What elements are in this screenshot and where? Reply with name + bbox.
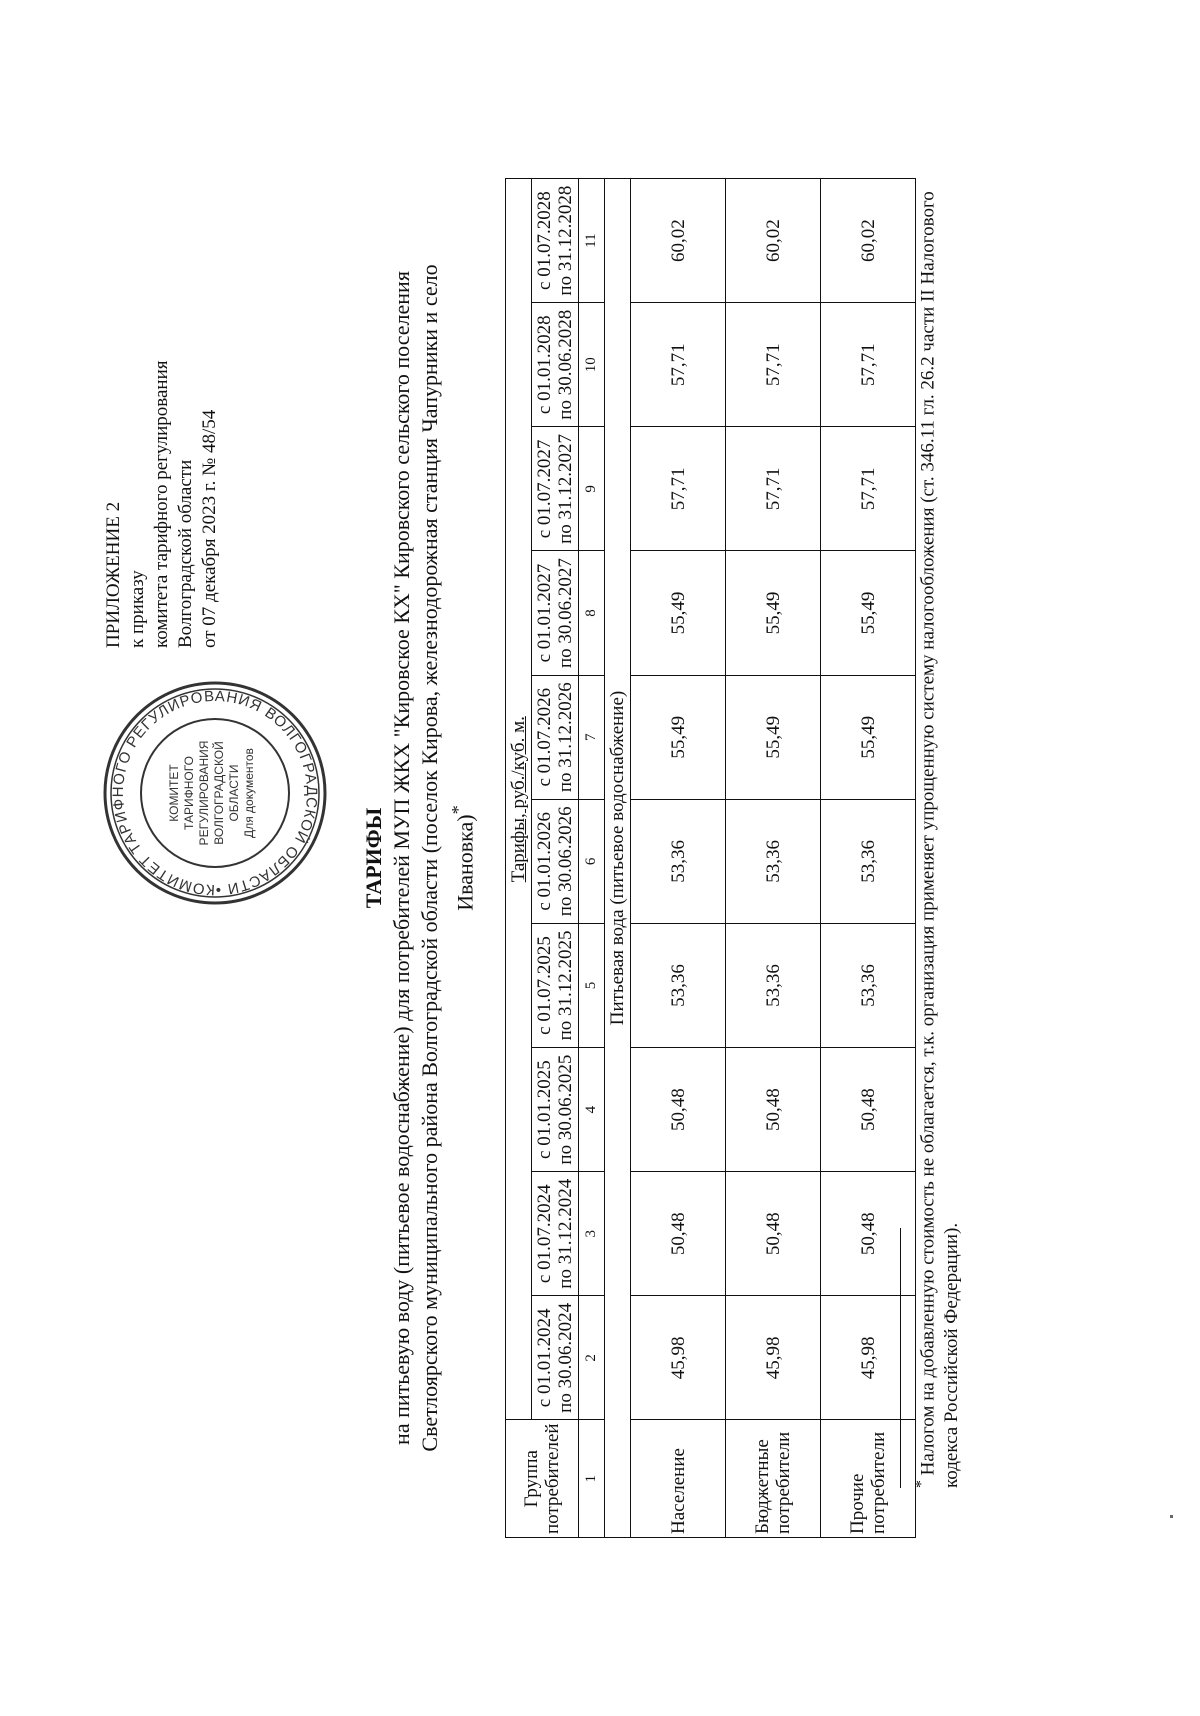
- tariff-value: 57,71: [726, 427, 821, 551]
- period-to: по 30.06.2028: [555, 309, 576, 420]
- period-to: по 30.06.2026: [555, 806, 576, 917]
- header-period: [532, 1296, 579, 1420]
- appendix-line-2: комитета тарифного регулирования: [151, 360, 172, 648]
- tariff-value: 53,36: [631, 799, 726, 923]
- period-to: по 31.12.2026: [555, 682, 576, 793]
- tariff-value: 60,02: [631, 179, 726, 303]
- tariff-value: 55,49: [631, 551, 726, 675]
- header-period: [532, 799, 579, 923]
- header-period: [532, 427, 579, 551]
- column-number: 9: [579, 427, 605, 551]
- tariff-value: 53,36: [821, 923, 916, 1047]
- table-row: [726, 179, 821, 1538]
- header-tariffs: Тарифы, руб./куб. м.: [506, 179, 532, 1420]
- table-column-numbers-row: [579, 179, 605, 1538]
- footnote-text: Налогом на добавленную стоимость не облагается, т.к. организация применяет упрощенную систему налогообложения (ст. 346.11 гл. 26.2 части II Налогового кодекса Российской Федерации).: [917, 191, 963, 1488]
- tariff-value: 50,48: [631, 1048, 726, 1172]
- period-to: по 31.12.2025: [555, 930, 576, 1041]
- row-consumer-group: Население: [631, 1420, 726, 1538]
- tariff-value: 55,49: [726, 551, 821, 675]
- table-row: [821, 179, 916, 1538]
- header-period: [532, 1172, 579, 1296]
- appendix-line-1: к приказу: [127, 570, 148, 648]
- tariff-value: 57,71: [726, 303, 821, 427]
- table-section-row: [605, 179, 631, 1538]
- period-to: по 31.12.2028: [555, 185, 576, 296]
- appendix-block: [102, 88, 222, 648]
- tariff-value: 57,71: [631, 303, 726, 427]
- period-from: с 01.07.2024: [534, 1184, 555, 1284]
- stamp-center-line: КОМИТЕТ: [167, 764, 181, 822]
- tariff-value: 60,02: [726, 179, 821, 303]
- period-from: с 01.07.2027: [534, 439, 555, 539]
- footnote: [910, 188, 964, 1488]
- tariff-value: 57,71: [821, 427, 916, 551]
- tariff-value: 45,98: [726, 1296, 821, 1420]
- section-drinking-water: Питьевая вода (питьевое водоснабжение): [605, 179, 631, 1538]
- tariff-value: 55,49: [631, 675, 726, 799]
- row-consumer-group: Бюджетные потребители: [726, 1420, 821, 1538]
- column-number: 7: [579, 675, 605, 799]
- appendix-line-3: Волгоградской области: [175, 459, 196, 648]
- period-to: по 30.06.2024: [555, 1302, 576, 1413]
- period-from: с 01.07.2028: [534, 191, 555, 290]
- column-number: 6: [579, 799, 605, 923]
- tariff-value: 53,36: [726, 799, 821, 923]
- row-consumer-group: Прочие потребители: [821, 1420, 916, 1538]
- tariff-value: 53,36: [726, 923, 821, 1047]
- stamp-center-line: РЕГУЛИРОВАНИЯ: [197, 740, 211, 846]
- period-from: с 01.01.2024: [534, 1308, 555, 1408]
- footnote-mark: *: [913, 1480, 930, 1488]
- period-from: с 01.01.2027: [534, 563, 555, 663]
- column-number: 8: [579, 551, 605, 675]
- table-periods-row: [532, 179, 579, 1538]
- title-footnote-mark: *: [448, 805, 468, 815]
- column-number: 11: [579, 179, 605, 303]
- column-number: 1: [579, 1420, 605, 1538]
- tariff-value: 53,36: [631, 923, 726, 1047]
- document-page: [30, 58, 1170, 1658]
- period-to: по 31.12.2027: [555, 433, 576, 544]
- period-to: по 30.06.2025: [555, 1054, 576, 1165]
- tariff-value: 55,49: [821, 551, 916, 675]
- stamp-center-line: ОБЛАСТИ: [227, 764, 241, 822]
- tariff-value: 55,49: [726, 675, 821, 799]
- tariff-value: 55,49: [821, 675, 916, 799]
- column-number: 10: [579, 303, 605, 427]
- tariff-value: 50,48: [821, 1048, 916, 1172]
- period-from: с 01.01.2026: [534, 811, 555, 911]
- title-line-1: на питьевую воду (питьевое водоснабжение) для потребителей МУП ЖКХ "Кировское КХ" Кировского сельского поселения: [389, 271, 414, 1445]
- document-heading: ТАРИФЫ: [361, 807, 386, 909]
- period-from: с 01.01.2025: [534, 1060, 555, 1159]
- document-title-block: [360, 118, 479, 1598]
- period-from: с 01.07.2026: [534, 687, 555, 787]
- period-to: по 30.06.2027: [555, 558, 576, 668]
- period-from: с 01.01.2028: [534, 315, 555, 415]
- appendix-line-4: от 07 декабря 2023 г. № 48/54: [199, 409, 220, 648]
- title-line-2: Светлоярского муниципального района Волгоградской области (поселок Кирова, железнодорожная станция Чапурники и село: [417, 264, 442, 1452]
- table-row: [631, 179, 726, 1538]
- official-seal-stamp: [100, 678, 330, 908]
- stamp-center-line: ВОЛГОГРАДСКОЙ: [212, 741, 226, 845]
- tariff-value: 50,48: [821, 1172, 916, 1296]
- scan-artifact-dot: [1170, 1515, 1173, 1518]
- tariff-value: 50,48: [726, 1172, 821, 1296]
- tariff-value: 57,71: [821, 303, 916, 427]
- header-period: [532, 551, 579, 675]
- stamp-ring-text: КОМИТЕТ ТАРИФНОГО РЕГУЛИРОВАНИЯ ВОЛГОГРАДСКОЙ ОБЛАСТИ •: [109, 687, 321, 899]
- title-line-3: Ивановка)*: [448, 805, 478, 911]
- column-number: 4: [579, 1048, 605, 1172]
- tariff-value: 60,02: [821, 179, 916, 303]
- tariffs-table: [505, 178, 916, 1538]
- tariff-value: 45,98: [821, 1296, 916, 1420]
- stamp-center-line: ТАРИФНОГО: [182, 756, 196, 830]
- header-period: [532, 923, 579, 1047]
- footnote-divider: [900, 1228, 901, 1488]
- period-from: с 01.07.2025: [534, 936, 555, 1035]
- column-number: 5: [579, 923, 605, 1047]
- appendix-title: ПРИЛОЖЕНИЕ 2: [103, 501, 124, 648]
- header-period: [532, 1048, 579, 1172]
- header-consumer-group: Группа потребителей: [506, 1420, 579, 1538]
- tariff-value: 53,36: [821, 799, 916, 923]
- tariff-value: 57,71: [631, 427, 726, 551]
- header-period: [532, 303, 579, 427]
- tariff-value: 50,48: [726, 1048, 821, 1172]
- column-number: 3: [579, 1172, 605, 1296]
- header-period: [532, 179, 579, 303]
- header-period: [532, 675, 579, 799]
- stamp-center-line: Для документов: [242, 748, 256, 838]
- tariff-value: 50,48: [631, 1172, 726, 1296]
- column-number: 2: [579, 1296, 605, 1420]
- table-header-row: [506, 179, 532, 1538]
- tariff-value: 45,98: [631, 1296, 726, 1420]
- period-to: по 31.12.2024: [555, 1178, 576, 1289]
